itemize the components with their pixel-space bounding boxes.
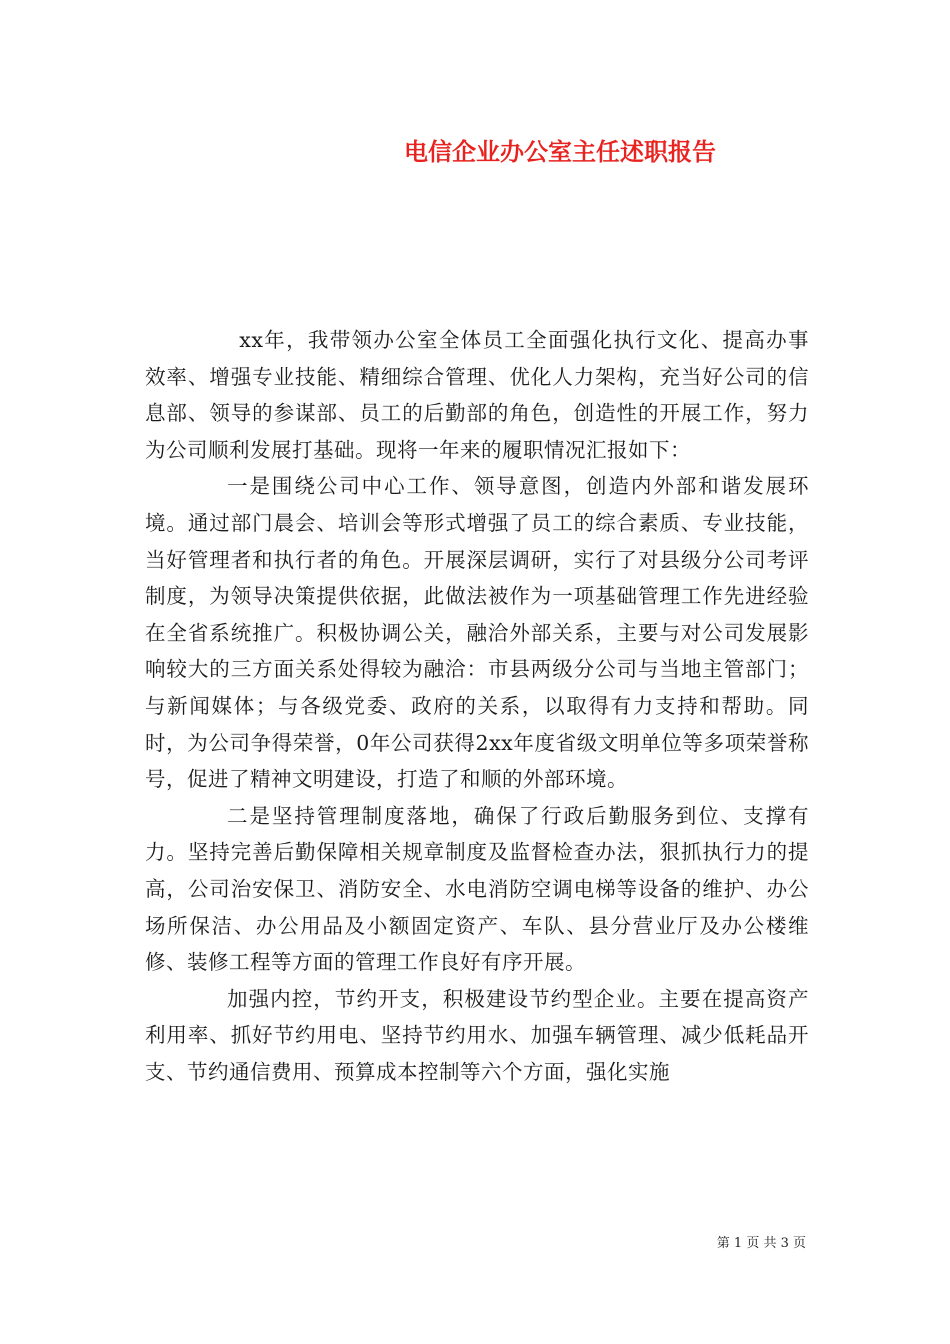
paragraph-management: 二是坚持管理制度落地，确保了行政后勤服务到位、支撑有力。坚持完善后勤保障相关规章制度及监督检查办法，狠抓执行力的提高，公司治安保卫、消防安全、水电消防空调电梯等设备的维护、办公场所保洁、办公用品及小额固定资产、车队、县分营业厅及办公楼维修、装修工程等方面的管理工作良好有序开展。 bbox=[145, 803, 809, 975]
document-title: 电信企业办公室主任述职报告 bbox=[404, 137, 716, 166]
paragraph-intro: xx年，我带领办公室全体员工全面强化执行文化、提高办事效率、增强专业技能、精细综合管理、优化人力架构，充当好公司的信息部、领导的参谋部、员工的后勤部的角色，创造性的开展工作，努力为公司顺利发展打基础。现将一年来的履职情况汇报如下： bbox=[145, 328, 809, 462]
paragraph-environment: 一是围绕公司中心工作、领导意图，创造内外部和谐发展环境。通过部门晨会、培训会等形式增强了员工的综合素质、专业技能，当好管理者和执行者的角色。开展深层调研，实行了对县级分公司考评制度，为领导决策提供依据，此做法被作为一项基础管理工作先进经验在全省系统推广。积极协调公关，融洽外部关系，主要与对公司发展影响较大的三方面关系处得较为融洽：市县两级分公司与当地主管部门；与新闻媒体；与各级党委、政府的关系，以取得有力支持和帮助。同时，为公司争得荣誉，0年公司获得2xx年度省级文明单位等多项荣誉称号，促进了精神文明建设，打造了和顺的外部环境。 bbox=[145, 474, 809, 792]
document-body bbox=[145, 322, 809, 1090]
page-number-footer: 第 1 页 共 3 页 bbox=[716, 1236, 806, 1251]
paragraph-cost-control: 加强内控，节约开支，积极建设节约型企业。主要在提高资产利用率、抓好节约用电、坚持节约用水、加强车辆管理、减少低耗品开支、节约通信费用、预算成本控制等六个方面，强化实施 bbox=[145, 986, 809, 1084]
